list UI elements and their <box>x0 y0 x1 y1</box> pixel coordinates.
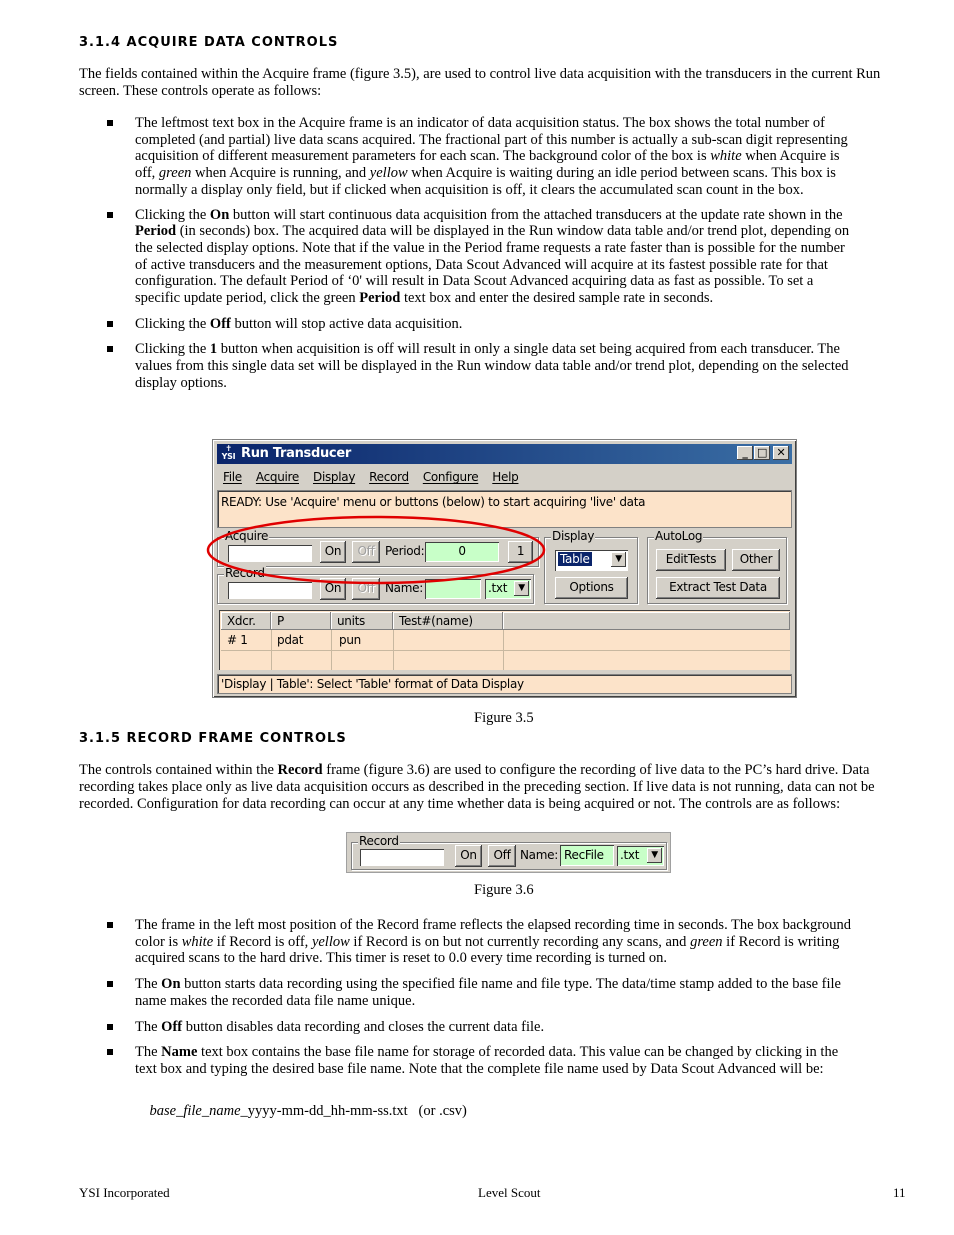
menu-configure[interactable]: Configure <box>422 470 479 484</box>
column-header-xdcr[interactable]: Xdcr. <box>221 612 271 630</box>
record-timer-field[interactable] <box>228 582 312 599</box>
intro-paragraph: The controls contained within the Record frame (figure 3.6) are used to configure the recording of live data to the PC’s hard drive. Data recording takes place only as live data acquisition occurs as described in the preceding section. If live data is not running, data can not be recorded. Configuration for data recording can occur at any time whether data is being acquired or not. The controls are as follows: <box>79 762 875 812</box>
list-item: The frame in the left most position of the Record frame reflects the elapsed recording time in seconds. The box background color is white if Record is off, yellow if Record is on but not currently recording any scans, and green if Record is writing acquired scans to the hard drive. This timer is reset to 0.0 every time recording is turned on. <box>79 917 854 967</box>
status-message: READY: Use 'Acquire' menu or buttons (below) to start acquiring 'live' data <box>217 490 792 528</box>
name-label: Name: <box>385 581 423 595</box>
column-header-units[interactable]: units <box>331 612 393 630</box>
autolog-frame <box>647 529 787 604</box>
list-item: Clicking the Off button will stop active data acquisition. <box>79 316 854 333</box>
record-frame-figure <box>346 832 671 873</box>
autolog-frame-label: AutoLog <box>655 529 703 543</box>
menu-acquire[interactable]: Acquire <box>255 470 299 484</box>
intro-paragraph: The fields contained within the Acquire frame (figure 3.5), are used to control live data acquisition with the transducers in the current Run screen. These controls operate as follows: <box>79 66 881 99</box>
run-transducer-window <box>212 439 797 698</box>
chevron-down-icon[interactable]: ▼ <box>611 552 626 567</box>
record-on-button[interactable]: On <box>455 845 482 867</box>
table-cell: pdat <box>277 633 304 647</box>
list-item: Clicking the 1 button when acquisition is off will result in only a single data set being acquired from each transducer. The values from this single data set will be displayed in the Run window data table and/or trend plot, depending on the selected display options. <box>79 341 854 391</box>
acquire-scan-count-field[interactable] <box>228 545 312 562</box>
footer-center: Level Scout <box>478 1185 541 1200</box>
bullet-icon <box>107 321 113 327</box>
bullet-icon <box>107 922 113 928</box>
data-table <box>219 610 790 670</box>
record-off-button[interactable]: Off <box>352 578 380 600</box>
display-options-button[interactable]: Options <box>555 577 628 599</box>
column-header-blank <box>503 612 790 630</box>
bullet-icon <box>107 981 113 987</box>
section-heading-record: 3.1.5 RECORD FRAME CONTROLS <box>79 731 347 746</box>
list-item: The On button starts data recording using the specified file name and file type. The data/time stamp added to the base file name makes the recorded data file name unique. <box>79 976 854 1009</box>
record-bullet-list <box>79 917 854 1137</box>
bullet-icon <box>107 120 113 126</box>
name-input[interactable] <box>425 579 481 599</box>
list-item: Clicking the On button will start continuous data acquisition from the attached transducers at the update rate shown in the Period (in seconds) box. The acquired data will be displayed in the Run window data table and/or trend plot, depending on the selected display options. Note that if the value in the Period frame requests a rate faster than is possible for the number of active transducers and the measurement options, Data Scout Advanced will acquire at its fastest possible rate for that configuration. The default Period of ‘0' will result in Data Scout Advanced acquiring data as fast as possible. To set a specific update period, click the green Period text box and enter the desired sample rate in seconds. <box>79 207 854 307</box>
acquire-frame <box>217 529 539 567</box>
chevron-down-icon[interactable]: ▼ <box>647 848 662 863</box>
record-frame <box>351 834 667 870</box>
menu-bar <box>223 470 532 488</box>
chevron-down-icon[interactable]: ▼ <box>514 581 529 596</box>
record-frame-label: Record <box>225 566 265 580</box>
bullet-icon <box>107 346 113 352</box>
menu-record[interactable]: Record <box>369 470 409 484</box>
list-item: The Off button disables data recording and closes the current data file. <box>79 1019 854 1036</box>
close-icon[interactable]: ✕ <box>773 446 789 460</box>
menu-file[interactable]: File <box>223 470 242 484</box>
column-divider <box>393 630 394 670</box>
column-divider <box>503 630 504 670</box>
title-bar <box>217 444 792 464</box>
name-input[interactable]: RecFile <box>560 845 614 866</box>
column-header-test[interactable]: Test#(name) <box>393 612 503 630</box>
display-frame-label: Display <box>552 529 595 543</box>
record-off-button[interactable]: Off <box>488 845 516 867</box>
other-button[interactable]: Other <box>732 549 780 571</box>
row-divider <box>221 650 790 651</box>
record-timer-field[interactable] <box>360 849 444 866</box>
edit-tests-button[interactable]: EditTests <box>656 549 726 571</box>
footer-left: YSI Incorporated <box>79 1185 170 1200</box>
figure-caption: Figure 3.5 <box>474 710 534 726</box>
acquire-off-button[interactable]: Off <box>352 541 380 563</box>
period-input[interactable]: 0 <box>425 542 499 562</box>
maximize-icon[interactable]: □ <box>754 446 770 460</box>
column-header-p[interactable]: P <box>271 612 331 630</box>
figure-caption: Figure 3.6 <box>474 882 534 898</box>
bullet-icon <box>107 1049 113 1055</box>
display-frame <box>544 529 638 604</box>
menu-display[interactable]: Display <box>313 470 356 484</box>
table-cell: pun <box>339 633 361 647</box>
name-label: Name: <box>520 848 558 862</box>
file-type-select[interactable]: .txt ▼ <box>617 846 664 866</box>
minimize-icon[interactable]: _ <box>737 446 753 460</box>
status-bar: 'Display | Table': Select 'Table' format of Data Display <box>217 674 792 694</box>
record-frame-label: Record <box>359 834 399 848</box>
acquire-single-button[interactable]: 1 <box>508 541 533 563</box>
record-frame <box>217 566 534 604</box>
acquire-frame-label: Acquire <box>225 529 269 543</box>
section-heading-acquire: 3.1.4 ACQUIRE DATA CONTROLS <box>79 35 339 50</box>
page-number: 11 <box>893 1185 906 1200</box>
ysi-logo-icon: ✝ YSI <box>221 444 236 461</box>
file-type-select[interactable]: .txt ▼ <box>485 579 531 599</box>
column-divider <box>331 630 332 670</box>
list-item: The leftmost text box in the Acquire frame is an indicator of data acquisition status. The box shows the total number of completed (and partial) live data scans acquired. The fractional part of this number is actually a sub-scan digit representing acquisition of different measurement parameters for each scan. The background color of the box is white when Acquire is off, green when Acquire is running, and yellow when Acquire is waiting during an idle period between scans. This box is normally a display only field, but if clicked when acquisition is off, it clears the accumulated scan count in the box. <box>79 115 854 199</box>
bullet-icon <box>107 212 113 218</box>
table-cell: # 1 <box>227 633 248 647</box>
display-mode-select[interactable]: Table ▼ <box>555 550 628 571</box>
menu-help[interactable]: Help <box>492 470 519 484</box>
record-on-button[interactable]: On <box>320 578 346 600</box>
acquire-on-button[interactable]: On <box>320 541 346 563</box>
column-divider <box>271 630 272 670</box>
period-label: Period: <box>385 544 425 558</box>
file-name-pattern: base_file_name_yyyy-mm-dd_hh-mm-ss.txt (or .csv) <box>149 1103 467 1120</box>
list-item: The Name text box contains the base file name for storage of recorded data. This value can be changed by clicking in the text box and typing the desired base file name. Note that the complete file name used by Data Scout Advanced will be: <box>79 1044 854 1077</box>
extract-test-data-button[interactable]: Extract Test Data <box>656 577 780 599</box>
window-title: Run Transducer <box>241 446 351 461</box>
bullet-icon <box>107 1024 113 1030</box>
acquire-bullet-list <box>79 115 854 392</box>
